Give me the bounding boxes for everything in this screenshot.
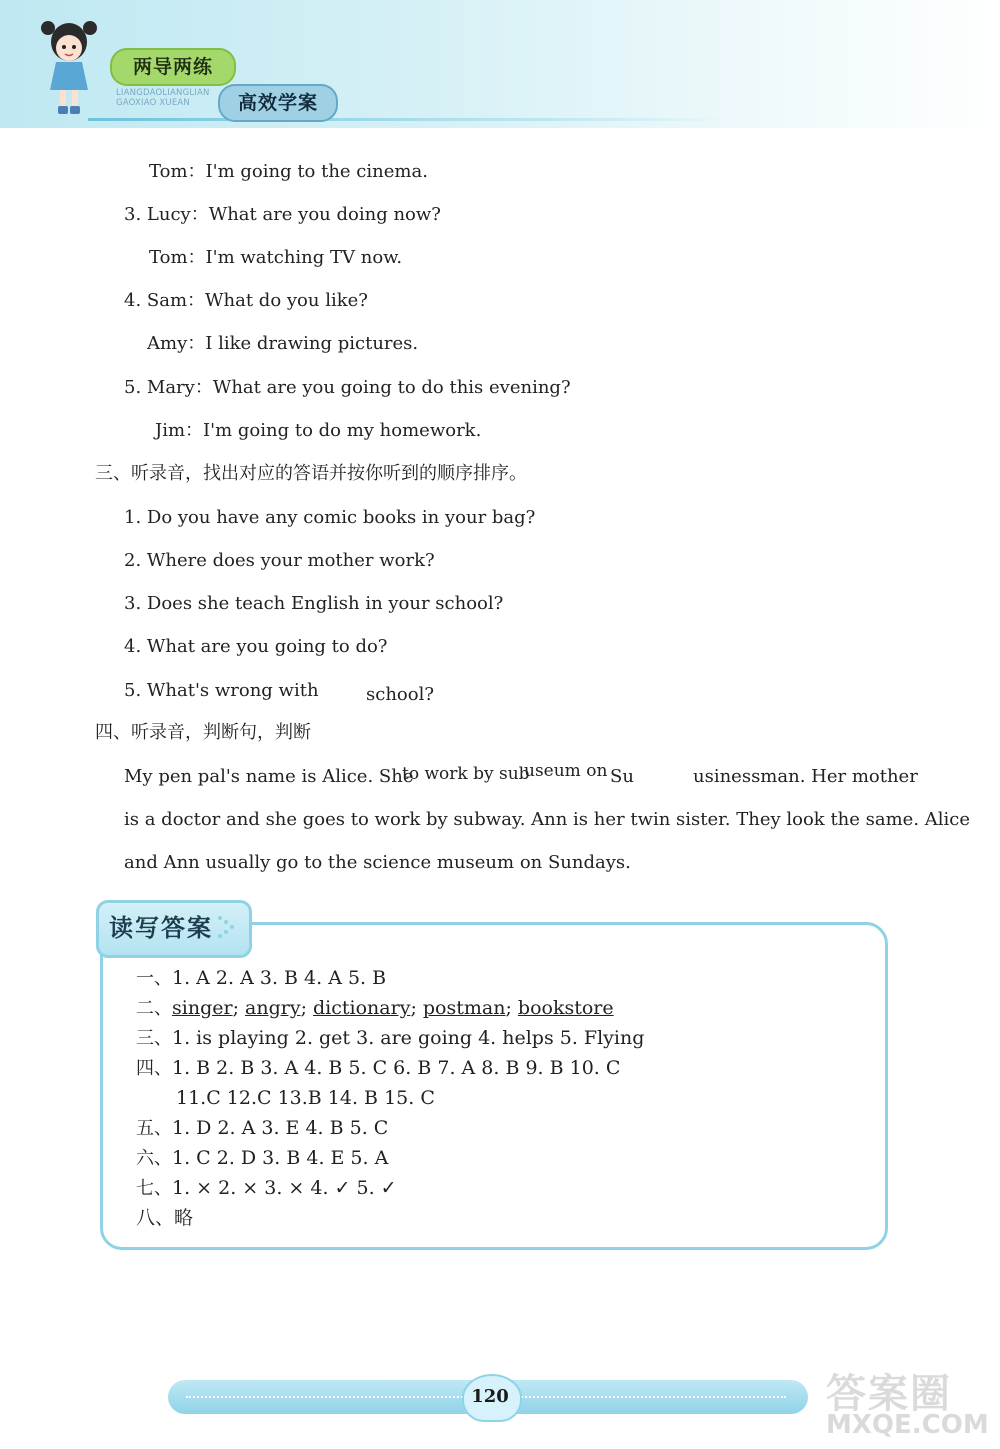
answer-row xyxy=(136,1116,388,1141)
passage-fragment: My pen pal's name is Alice. She xyxy=(124,766,414,787)
section-4-heading: 四、听录音，判断句，判断 xyxy=(95,722,311,743)
answer-word: singer xyxy=(172,997,233,1019)
header-rule xyxy=(88,118,728,121)
answer-word: bookstore xyxy=(517,997,614,1019)
watermark-logo: 答案圈 xyxy=(826,1371,952,1417)
section-3-item: 4. What are you going to do? xyxy=(124,636,388,657)
answer-row-text: 11.C 12.C 13.B 14. B 15. C xyxy=(176,1087,435,1109)
answer-row-text: 1. B 2. B 3. A 4. B 5. C 6. B 7. A 8. B 9. B 10. C xyxy=(172,1057,621,1079)
girl-mascot-icon xyxy=(38,18,100,118)
section-3-item: 2. Where does your mother work? xyxy=(124,550,435,571)
section-3-item: 1. Do you have any comic books in your bag? xyxy=(124,507,536,528)
passage-fragment: to work by sub xyxy=(402,764,530,784)
dialogue-line: Jim：I'm going to do my homework. xyxy=(155,420,482,441)
page-number: 120 xyxy=(471,1386,509,1407)
pinyin-line-2: GAOXIAO XUEAN xyxy=(116,98,190,108)
answer-row xyxy=(136,1026,644,1051)
answer-row-label: 三、 xyxy=(136,1028,172,1049)
section-3-item-end: school? xyxy=(366,684,434,705)
answer-row xyxy=(176,1086,435,1110)
answer-row-label: 四、 xyxy=(136,1058,172,1079)
answer-row-text: 1. A 2. A 3. B 4. A 5. B xyxy=(172,967,387,989)
series-name-badge: 两导两练 xyxy=(110,48,236,86)
answer-row-text: 1. is playing 2. get 3. are going 4. helps 5. Flying xyxy=(172,1027,645,1049)
watermark-url: MXQE.COM xyxy=(826,1410,989,1440)
passage-fragment: Su xyxy=(610,766,634,787)
answer-row-label: 六、 xyxy=(136,1148,172,1169)
answer-row xyxy=(136,1206,193,1230)
section-3-item: 5. What's wrong with xyxy=(124,680,319,701)
section-3-item: 3. Does she teach English in your school? xyxy=(124,593,504,614)
passage-line: and Ann usually go to the science museum on Sundays. xyxy=(124,852,631,873)
answer-row-label: 五、 xyxy=(136,1118,172,1139)
answer-row-label: 一、 xyxy=(136,968,172,989)
passage-fragment: useum on xyxy=(524,761,608,781)
book-title-badge: 高效学案 xyxy=(218,84,338,122)
answer-row-text: 1. C 2. D 3. B 4. E 5. A xyxy=(172,1147,389,1169)
passage-line: is a doctor and she goes to work by subway. Ann is her twin sister. They look the same. Alice xyxy=(124,809,971,830)
answer-row xyxy=(136,1056,620,1081)
pinyin-line-1: LIANGDAOLIANGLIAN xyxy=(116,88,210,98)
section-3-heading: 三、听录音，找出对应的答语并按你听到的顺序排序。 xyxy=(95,463,527,484)
answer-word: angry xyxy=(245,997,301,1019)
answer-row-label: 七、 xyxy=(136,1178,172,1199)
answer-row xyxy=(136,1146,388,1171)
answer-row-text: 略 xyxy=(174,1207,194,1229)
series-pinyin xyxy=(116,88,226,108)
answer-row: 二、singer; angry; dictionary; postman; bookstore xyxy=(136,997,614,1019)
answer-row xyxy=(136,1176,397,1201)
answer-row xyxy=(136,966,386,991)
answer-row-label: 二、 xyxy=(136,998,172,1019)
answer-word: dictionary xyxy=(313,997,411,1019)
dialogue-line: 3. Lucy：What are you doing now? xyxy=(124,204,441,225)
passage-fragment: usinessman. Her mother xyxy=(693,766,918,787)
dialogue-line: Amy：I like drawing pictures. xyxy=(147,333,419,354)
arrow-dots-icon xyxy=(214,912,240,942)
dialogue-line: 5. Mary：What are you going to do this evening? xyxy=(124,377,571,398)
answer-word: postman xyxy=(422,997,506,1019)
answer-row-text: 1. D 2. A 3. E 4. B 5. C xyxy=(172,1117,389,1139)
answer-row-text: 1. × 2. × 3. × 4. ✓ 5. ✓ xyxy=(172,1177,397,1199)
dialogue-line: Tom：I'm watching TV now. xyxy=(149,247,403,268)
dialogue-line: Tom：I'm going to the cinema. xyxy=(149,161,428,182)
dialogue-line: 4. Sam：What do you like? xyxy=(124,290,368,311)
answer-row-label: 八、 xyxy=(136,1207,175,1229)
answer-panel-title: 读写答案 xyxy=(96,900,252,958)
